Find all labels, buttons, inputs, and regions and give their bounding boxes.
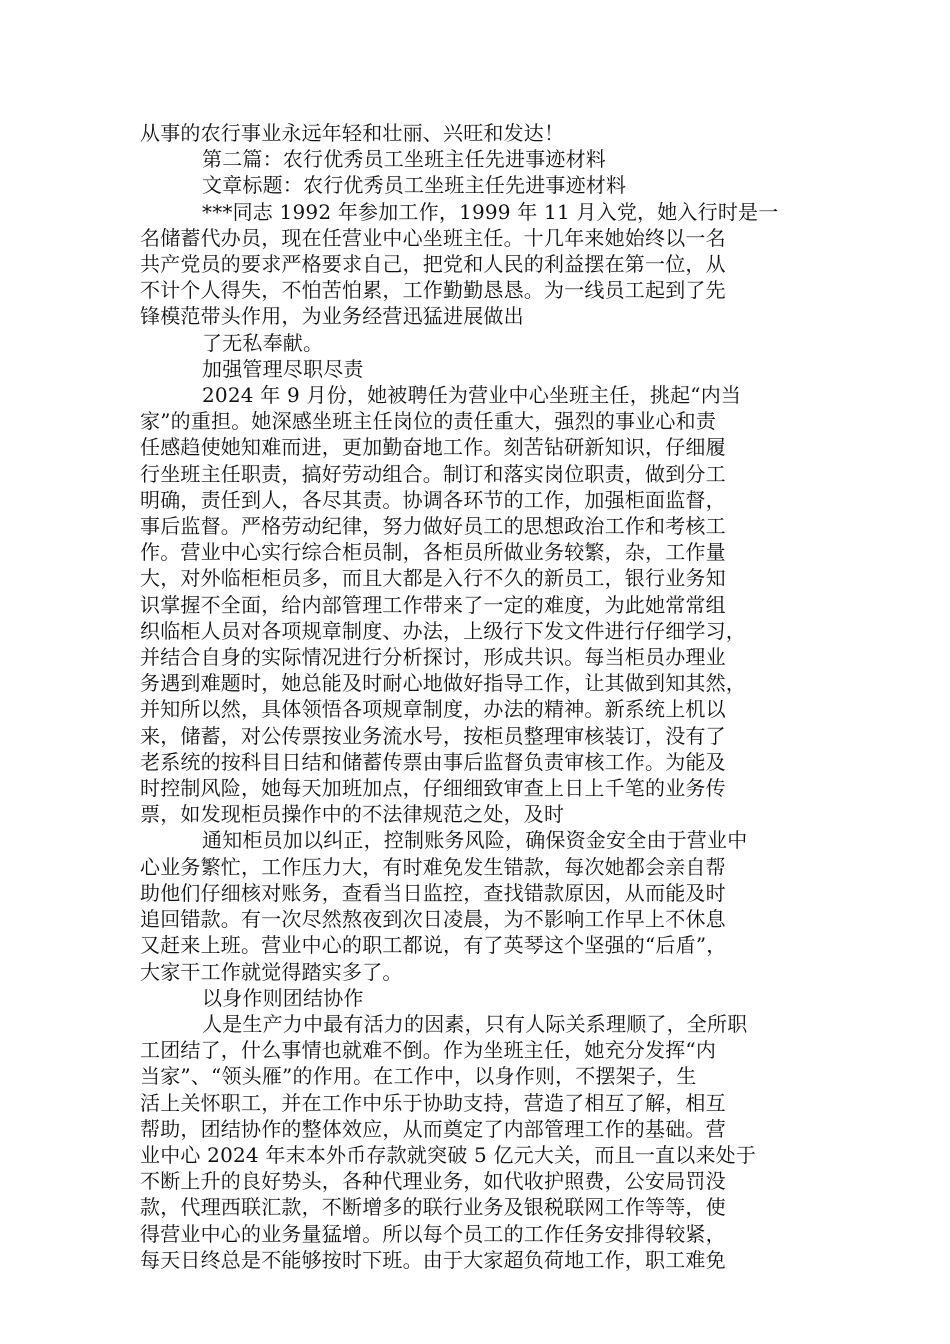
text-line: 来，储蓄，对公传票按业务流水号，按柜员整理审核装订，没有了 xyxy=(140,723,726,748)
text-line: 活上关怀职工，并在工作中乐于协助支持，营造了相互了解，相互 xyxy=(140,1090,726,1115)
text-line: 工团结了，什么事情也就难不倒。作为坐班主任，她充分发挥“内 xyxy=(140,1038,717,1063)
text-line: 事后监督。严格劳动纪律，努力做好员工的思想政治工作和考核工 xyxy=(140,514,726,539)
text-line: 不断上升的良好势头，各种代理业务，如代收护照费，公安局罚没 xyxy=(140,1169,726,1194)
text-line: 加强管理尽职尽责 xyxy=(202,356,364,381)
text-line: 从事的农行事业永远年轻和壮丽、兴旺和发达！ xyxy=(140,121,565,145)
text-line: ***同志 1992 年参加工作，1999 年 11 月入党，她入行时是一 xyxy=(202,199,779,224)
text-line: 明确，责任到人，各尽其责。协调各环节的工作，加强柜面监督， xyxy=(140,487,726,512)
text-line: 大，对外临柜柜员多，而且大都是入行不久的新员工，银行业务知 xyxy=(140,566,726,591)
text-line: 时控制风险，她每天加班加点，仔细细致审查上日上千笔的业务传 xyxy=(140,776,726,801)
text-line: 并结合自身的实际情况进行分析探讨，形成共识。每当柜员办理业 xyxy=(140,645,726,670)
text-line: 不计个人得失，不怕苦怕累，工作勤勤恳恳。为一线员工起到了先 xyxy=(140,278,726,303)
text-line: 识掌握不全面，给内部管理工作带来了一定的难度，为此她常常组 xyxy=(140,592,726,617)
text-line: 织临柜人员对各项规章制度、办法，上级行下发文件进行仔细学习， xyxy=(140,618,746,643)
text-line: 帮助，团结协作的整体效应，从而奠定了内部管理工作的基础。营 xyxy=(140,1116,726,1141)
text-line: 老系统的按科目日结和储蓄传票由事后监督负责审核工作。为能及 xyxy=(140,749,726,774)
text-line: 名储蓄代办员，现在任营业中心坐班主任。十几年来她始终以一名 xyxy=(140,225,726,250)
text-line: 行坐班主任职责，搞好劳动组合。制订和落实岗位职责，做到分工 xyxy=(140,461,726,486)
text-line: 锋模范带头作用，为业务经营迅猛进展做出 xyxy=(140,304,524,329)
text-line: 助他们仔细核对账务，查看当日监控，查找错款原因，从而能及时 xyxy=(140,880,726,905)
text-line: 务遇到难题时，她总能及时耐心地做好指导工作，让其做到知其然， xyxy=(140,671,746,696)
text-line: 第二篇：农行优秀员工坐班主任先进事迹材料 xyxy=(202,147,606,172)
text-line: 款，代理西联汇款，不断增多的联行业务及银税联网工作等等，使 xyxy=(140,1195,726,1220)
text-line: 作。营业中心实行综合柜员制，各柜员所做业务较繁，杂，工作量 xyxy=(140,540,726,565)
text-line: 共产党员的要求严格要求自己，把党和人民的利益摆在第一位，从 xyxy=(140,252,726,277)
text-line: 任感趋使她知难而进，更加勤奋地工作。刻苦钻研新知识，仔细履 xyxy=(140,435,726,460)
text-line: 文章标题：农行优秀员工坐班主任先进事迹材料 xyxy=(202,173,627,198)
text-line: 业中心 2024 年末本外币存款就突破 5 亿元大关，而且一直以来处于 xyxy=(140,1142,757,1167)
text-line: 通知柜员加以纠正，控制账务风险，确保资金安全由于营业中 xyxy=(202,828,748,853)
text-line: 2024 年 9 月份，她被聘任为营业中心坐班主任，挑起“内当 xyxy=(202,383,742,408)
document-body xyxy=(140,120,820,1273)
text-line: 又赶来上班。营业中心的职工都说，有了英琴这个坚强的“后盾”， xyxy=(140,933,727,958)
text-line: 当家”、“领头雁”的作用。在工作中，以身作则，不摆架子，生 xyxy=(140,1064,697,1089)
text-line: 票，如发现柜员操作中的不法律规范之处，及时 xyxy=(140,802,565,827)
text-line: 并知所以然，具体领悟各项规章制度，办法的精神。新系统上机以 xyxy=(140,697,726,722)
text-line: 每天日终总是不能够按时下班。由于大家超负荷地工作，职工难免 xyxy=(140,1247,726,1272)
text-line: 大家干工作就觉得踏实多了。 xyxy=(140,959,403,984)
text-line: 了无私奉献。 xyxy=(202,330,324,355)
text-line: 以身作则团结协作 xyxy=(202,985,364,1010)
text-line: 家”的重担。她深感坐班主任岗位的责任重大，强烈的事业心和责 xyxy=(140,409,717,434)
text-line: 人是生产力中最有活力的因素，只有人际关系理顺了，全所职 xyxy=(202,1011,748,1036)
text-line: 心业务繁忙，工作压力大，有时难免发生错款，每次她都会亲自帮 xyxy=(140,854,726,879)
text-line: 得营业中心的业务量猛增。所以每个员工的工作任务安排得较紧， xyxy=(140,1221,726,1246)
text-line: 追回错款。有一次尽然熬夜到次日凌晨，为不影响工作早上不休息 xyxy=(140,907,726,932)
